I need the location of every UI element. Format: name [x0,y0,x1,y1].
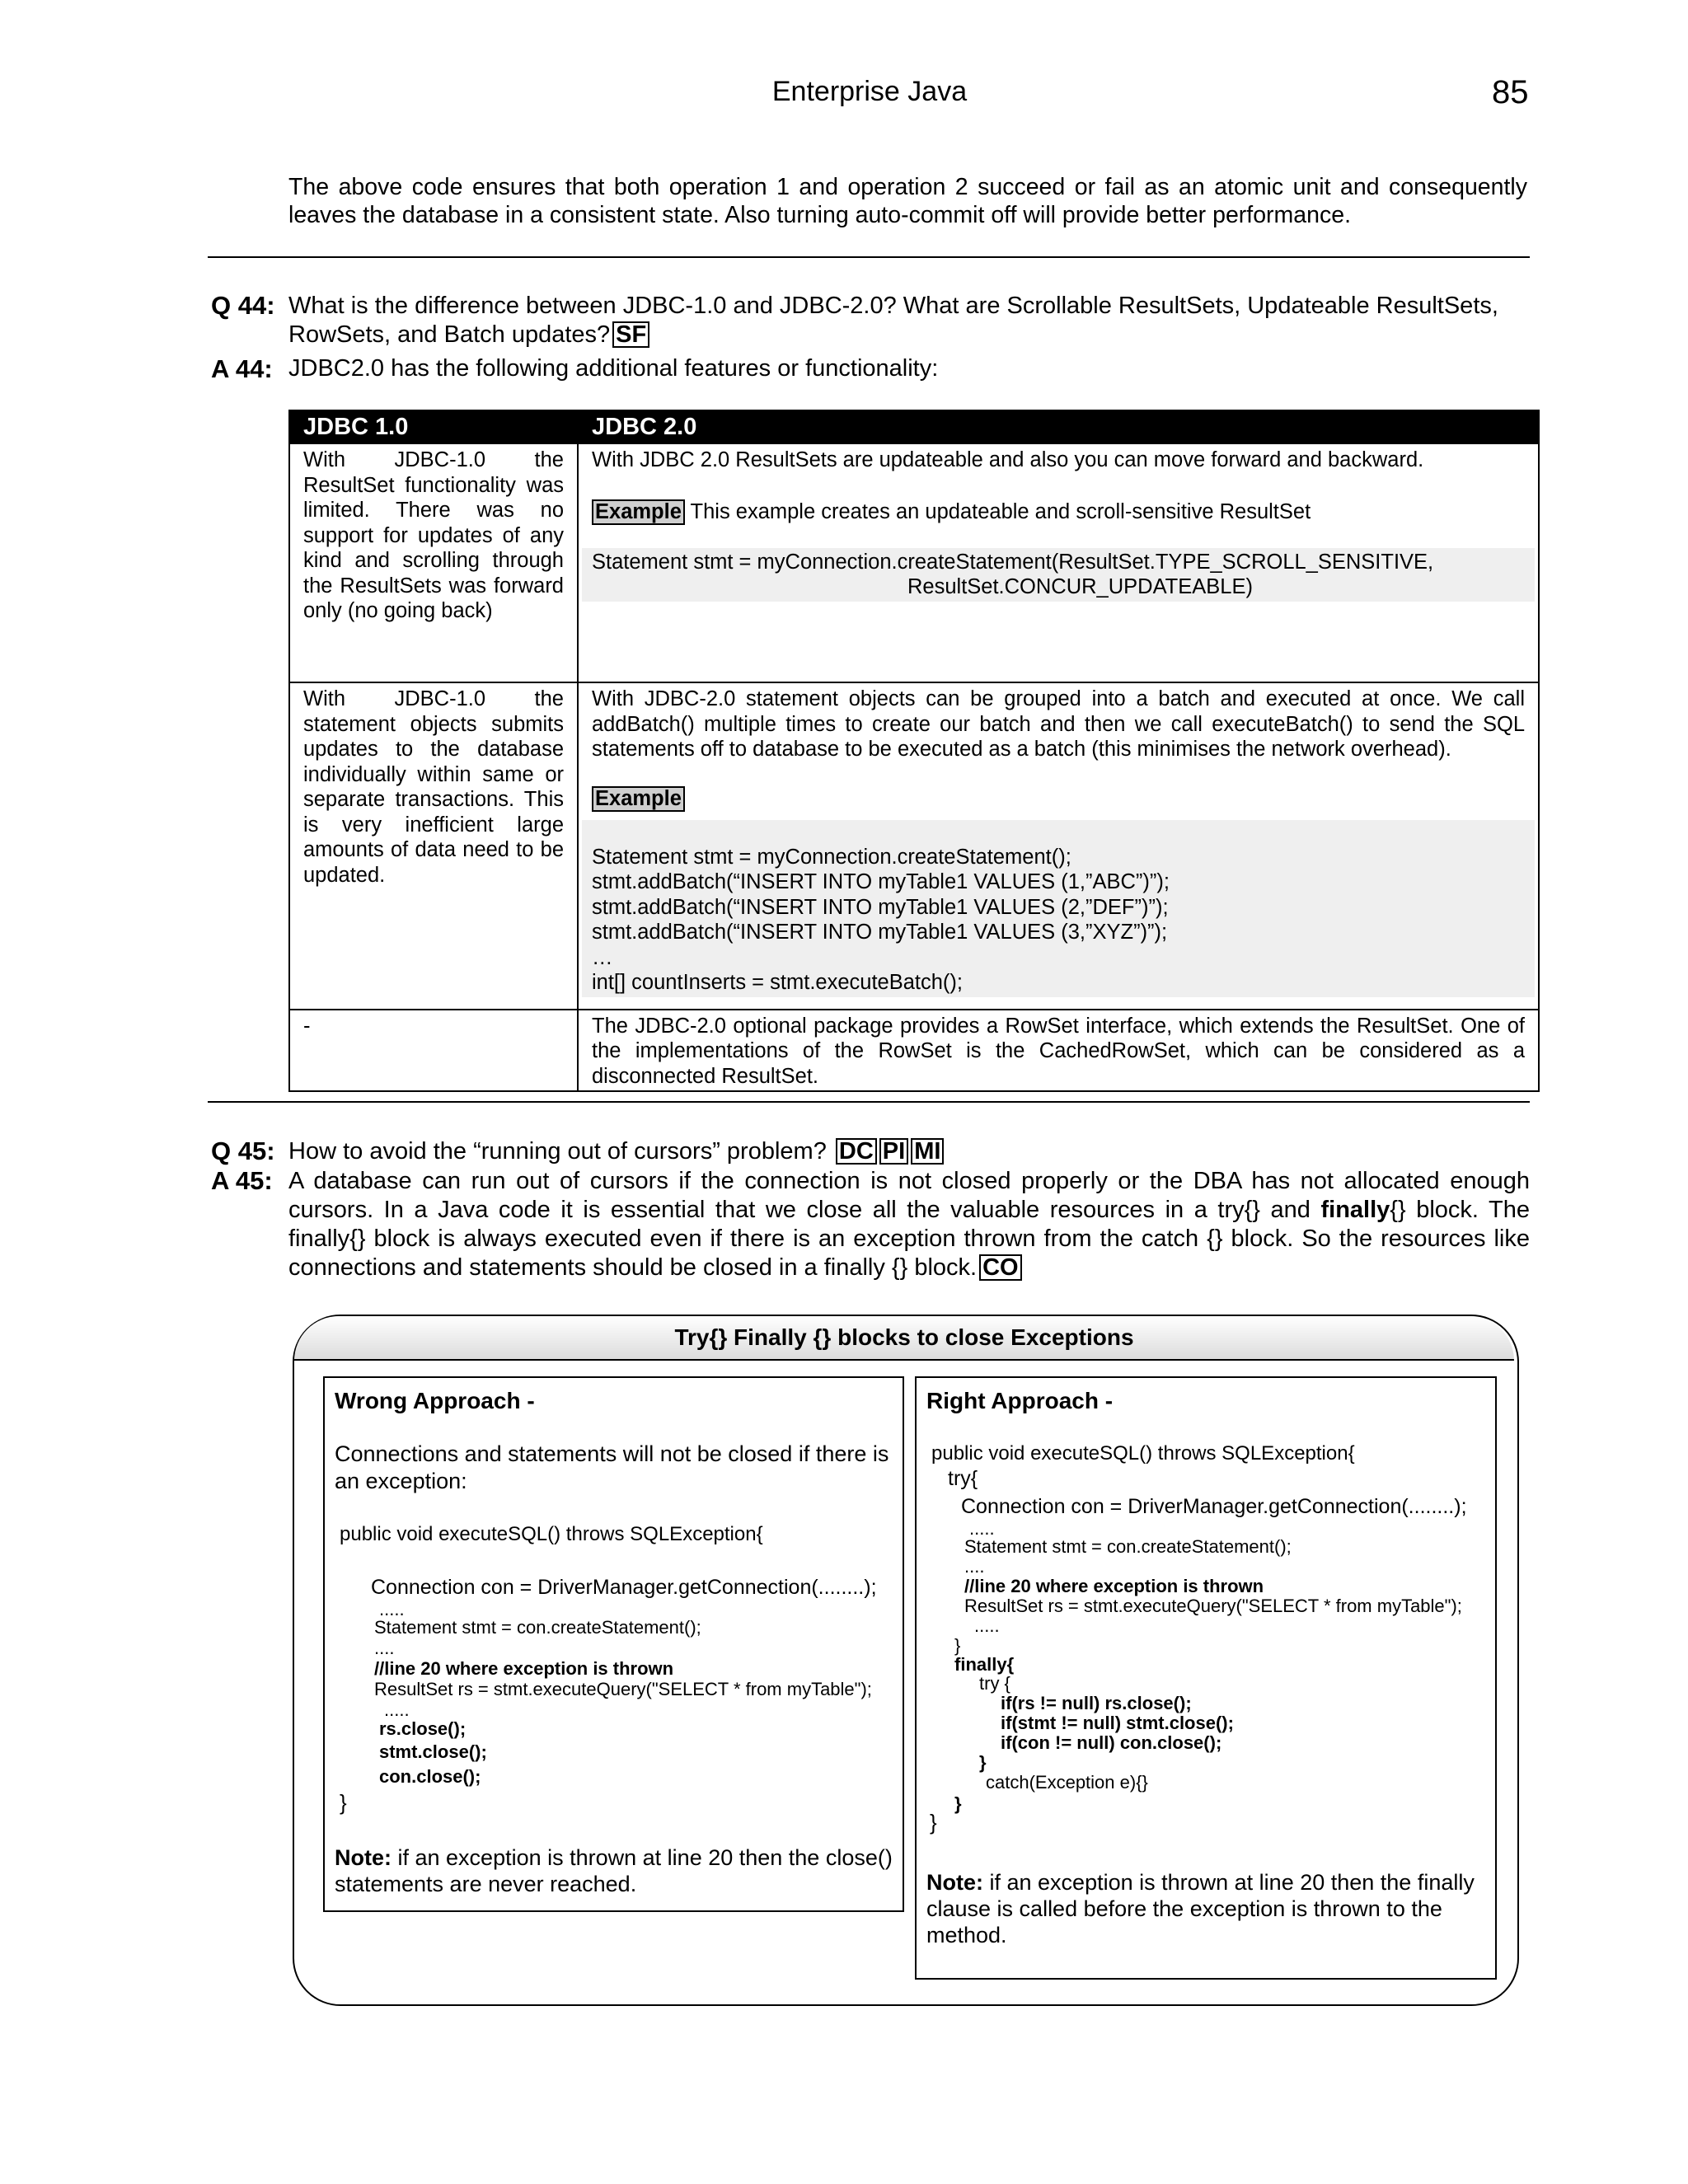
code-line: stmt.addBatch(“INSERT INTO myTable1 VALUES (2,”DEF”)”); [592,895,1169,919]
example-label: Example [592,499,685,525]
example-label: Example [592,786,685,812]
code-line: if(con != null) con.close(); [1001,1732,1222,1753]
a44-text: JDBC2.0 has the following additional features or functionality: [288,355,939,382]
code-line: ResultSet rs = stmt.executeQuery("SELECT * from myTable"); [964,1596,1462,1616]
code-line: } [979,1752,987,1773]
note-text: if an exception is thrown at line 20 then the finally clause is called before the exception is thrown to the method. [926,1870,1475,1947]
table-header-row [289,410,1539,443]
q45-tag: DC [836,1138,877,1165]
q45-question-text: How to avoid the “running out of cursors” problem? [288,1138,827,1165]
section-divider [208,1101,1530,1103]
q44-question-text: What is the difference between JDBC-1.0 and JDBC-2.0? What are Scrollable ResultSets, Updateable ResultSets, RowSets, and Batch updates? [288,293,1498,348]
note-text: if an exception is thrown at line 20 then the close() statements are never reached. [335,1845,893,1896]
code-line: try{ [948,1467,978,1490]
code-line: rs.close(); [379,1718,467,1739]
right-approach-panel [915,1376,1497,1980]
code-line: catch(Exception e){} [986,1772,1148,1793]
code-line: Statement stmt = con.createStatement(); [964,1536,1292,1557]
wrong-description: Connections and statements will not be closed if there is an exception: [335,1441,889,1493]
code-line: int[] countInserts = stmt.executeBatch(); [592,971,963,994]
code-line: Connection con = DriverManager.getConnection(........); [371,1576,877,1599]
code-comment: //line 20 where exception is thrown [374,1658,674,1679]
code-line: ..... [384,1699,410,1720]
column-header: JDBC 2.0 [578,410,1539,443]
code-line: if(stmt != null) stmt.close(); [1001,1713,1234,1733]
code-line: public void executeSQL() throws SQLException{ [340,1523,763,1545]
code-line: } [340,1790,347,1815]
table-cell: The JDBC-2.0 optional package provides a RowSet interface, which extends the ResultSet. One of the implementations of the RowSet is the CachedRowSet, which can be considered as a disconnected ResultSet. [578,1010,1539,1092]
code-block [582,820,1535,997]
code-line: stmt.close(); [379,1741,487,1762]
code-line: Statement stmt = con.createStatement(); [374,1617,701,1638]
note-label: Note: [335,1845,392,1870]
q45-tag: PI [879,1138,908,1165]
row1-description: With JDBC 2.0 ResultSets are updateable and also you can move forward and backward. [592,448,1424,471]
code-line: Connection con = DriverManager.getConnection(........); [961,1495,1467,1518]
code-line: ResultSet rs = stmt.executeQuery("SELECT * from myTable"); [374,1679,872,1699]
box-title: Try{} Finally {} blocks to close Exceptions [294,1316,1514,1361]
code-line: .... [964,1556,985,1577]
table-cell [578,682,1539,1010]
code-line: Statement stmt = myConnection.createStatement(ResultSet.TYPE_SCROLL_SENSITIVE, [592,550,1434,574]
row2-example [592,786,1525,812]
code-line: con.close(); [379,1766,481,1787]
q45-tag: MI [911,1138,944,1165]
code-line: stmt.addBatch(“INSERT INTO myTable1 VALUES (3,”XYZ”)”); [592,921,1168,944]
code-line: } [930,1810,937,1835]
table-row [289,1010,1539,1092]
code-line: } [954,1635,961,1656]
a45-answer [288,1167,1530,1282]
code-line: … [592,945,613,969]
row2-description: With JDBC-2.0 statement objects can be grouped into a batch and executed at once. We call addBatch() multiple times to create our batch and then we call executeBatch() to send the SQL statements off to database to be executed as a batch (this minimises the network overhead). [592,687,1525,761]
code-line: ..... [969,1518,995,1539]
code-line: ..... [974,1615,1000,1636]
section-divider [208,256,1530,258]
wrong-note [335,1844,895,1897]
code-line: finally{ [954,1654,1015,1675]
wrong-approach-panel [323,1376,904,1912]
code-line: } [954,1793,962,1814]
wrong-heading: Wrong Approach - [335,1388,535,1413]
q45-label: Q 45: [211,1137,275,1165]
note-label: Note: [926,1870,983,1895]
example-text: This example creates an updateable and scroll-sensitive ResultSet [684,499,1311,523]
q44-tag: SF [612,321,649,348]
table-cell: - [289,1010,578,1092]
q45-question [288,1137,944,1166]
page-number: 85 [1492,74,1529,110]
code-line: .... [374,1638,395,1658]
code-line: public void executeSQL() throws SQLException{ [931,1442,1355,1465]
a45-tag: CO [979,1254,1022,1281]
a45-bold: finally [1320,1197,1390,1223]
a45-label: A 45: [211,1166,273,1195]
a45-text: {} block. The finally{} block is always executed even if there is an exception thrown from the catch {} block. So the resources like connections and statements should be closed in a finally {} block. [288,1197,1530,1281]
code-line: if(rs != null) rs.close(); [1001,1693,1192,1713]
code-line: ..... [379,1599,405,1619]
code-line: ResultSet.CONCUR_UPDATEABLE) [907,575,1253,598]
table-cell: With JDBC-1.0 the ResultSet functionality was limited. There was no support for updates of any kind and scrolling through the ResultSets was forward only (no going back) [289,443,578,682]
code-comment: //line 20 where exception is thrown [964,1576,1264,1596]
code-line: Statement stmt = myConnection.createStatement(); [592,845,1071,869]
row1-example [592,499,1525,525]
table-cell: With JDBC-1.0 the statement objects submits updates to the database individually within same or separate transactions. This is very inefficient large amounts of data need to be updated. [289,682,578,1010]
code-line: try { [979,1673,1010,1694]
code-line: stmt.addBatch(“INSERT INTO myTable1 VALUES (1,”ABC”)”); [592,870,1170,893]
a44-label: A 44: [211,354,273,383]
column-header: JDBC 1.0 [289,410,578,443]
table-row [289,443,1539,682]
jdbc-comparison-table [288,410,1540,1092]
running-header: Enterprise Java [771,76,968,107]
table-cell [578,443,1539,682]
q44-label: Q 44: [211,291,275,320]
q44-question [288,292,1530,349]
table-row [289,682,1539,1010]
right-heading: Right Approach - [926,1388,1114,1413]
right-note [926,1869,1487,1948]
code-block [582,548,1535,602]
a45-text: A database can run out of cursors if the connection is not closed properly or the DBA has not allocated enough cursors. In a Java code it is essential that we close all the valuable resources in a try{} and [288,1168,1530,1223]
intro-paragraph: The above code ensures that both operation 1 and operation 2 succeed or fail as an atomic unit and consequently leaves the database in a consistent state. Also turning auto-commit off will provide better performance. [288,174,1527,228]
